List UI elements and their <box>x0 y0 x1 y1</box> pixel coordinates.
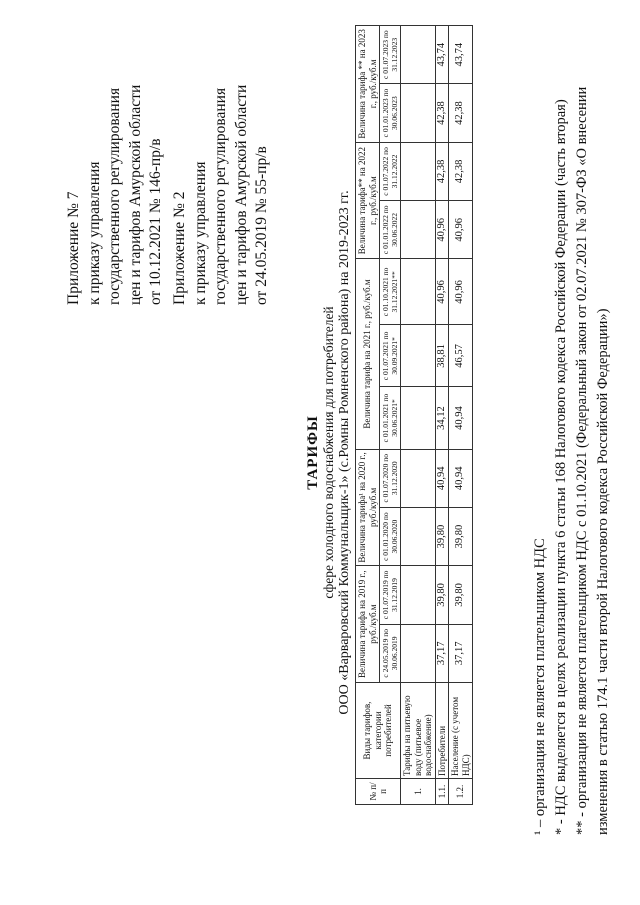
tariff-value-cell: 40,94 <box>449 449 473 507</box>
appendix-2-header <box>170 85 273 305</box>
appendix-7-line-3: государственного регулирования <box>106 87 123 305</box>
row-label: Потребители <box>435 683 449 779</box>
tariff-value-cell: 34,12 <box>435 387 449 449</box>
tariff-value-cell <box>401 507 436 565</box>
table-row <box>401 26 436 805</box>
period-header: с 01.07.2022 по 31.12.2022 <box>380 142 401 200</box>
tariff-value-cell <box>401 387 436 449</box>
tariff-value-cell: 40,96 <box>449 201 473 259</box>
col-group-2023: Величина тарифа ** на 2023 г., руб./куб.м <box>356 26 380 143</box>
period-header: с 01.10.2021 по 31.12.2021** <box>380 259 401 325</box>
tariff-value-cell: 39,80 <box>449 566 473 624</box>
appendix-2-line-3: государственного регулирования <box>212 87 229 305</box>
col-group-2020: Величина тарифа¹ на 2020 г., руб./куб.м <box>356 449 380 566</box>
period-header: с 01.07.2020 по 31.12.2020 <box>380 449 401 507</box>
col-group-2019: Величина тарифа на 2019 г., руб./куб.м <box>356 566 380 683</box>
tariff-value-cell: 40,96 <box>449 259 473 325</box>
tariffs-table <box>355 25 473 805</box>
tariff-value-cell <box>401 566 436 624</box>
col-group-2021: Величина тарифа на 2021 г., руб./куб.м <box>356 259 380 449</box>
tariff-value-cell: 43,74 <box>449 26 473 84</box>
tariff-value-cell: 39,80 <box>435 566 449 624</box>
tariff-value-cell: 39,80 <box>435 507 449 565</box>
appendix-7-header <box>64 85 167 305</box>
tariff-value-cell <box>401 325 436 387</box>
footnote-double-star: ** - организация не является плательщиком НДС с 01.10.2021 (Федеральный закон от 02.07.2021 № 307-ФЗ «О внесении <box>574 86 590 835</box>
tariff-value-cell: 40,96 <box>435 201 449 259</box>
row-label: Тарифы на питьевую воду (питьевое водоснабжение) <box>401 683 436 779</box>
col-group-2022: Величина тарифа** на 2022 г., руб./куб.м <box>356 142 380 259</box>
table-row <box>435 26 449 805</box>
footnote-double-star-cont: изменения в статью 174.1 части второй Налогового кодекса Российской Федерации») <box>595 308 611 835</box>
tariff-value-cell: 46,57 <box>449 325 473 387</box>
tariff-value-cell: 43,74 <box>435 26 449 84</box>
footnote-no-vat: ¹ – организация не является плательщиком НДС <box>532 538 548 835</box>
appendix-7-line-1: Приложение № 7 <box>65 191 82 305</box>
tariff-value-cell: 40,94 <box>449 387 473 449</box>
tariff-value-cell: 42,38 <box>449 142 473 200</box>
table-header-row <box>356 26 380 805</box>
period-header: с 01.01.2020 по 30.06.2020 <box>380 507 401 565</box>
appendix-7-line-4: цен и тарифов Амурской области <box>126 84 144 305</box>
period-header: с 24.05.2019 по 30.06.2019 <box>380 624 401 682</box>
tariff-value-cell: 40,96 <box>435 259 449 325</box>
appendix-2-line-1: Приложение № 2 <box>171 191 188 305</box>
document-subtitle-1: сфере холодного водоснабжения для потребителей <box>321 306 336 599</box>
row-num: 1. <box>401 779 436 805</box>
tariff-value-cell: 37,17 <box>435 624 449 682</box>
document-subtitle-2: ООО «Варваровский Коммунальщик-1» (с.Ромны Ромненского района) на 2019-2023 гг. <box>337 190 352 715</box>
tariff-value-cell: 38,81 <box>435 325 449 387</box>
col-header-kind: Виды тарифов, категории потребителей <box>356 683 401 779</box>
tariff-value-cell: 39,80 <box>449 507 473 565</box>
tariff-value-cell <box>401 201 436 259</box>
tariff-value-cell <box>401 259 436 325</box>
tariff-value-cell <box>401 449 436 507</box>
period-header: с 01.07.2019 по 31.12.2019 <box>380 566 401 624</box>
table-row <box>449 26 473 805</box>
tariff-value-cell: 42,38 <box>435 142 449 200</box>
period-header: с 01.01.2023 по 30.06.2023 <box>380 84 401 142</box>
appendix-7-line-5: от 10.12.2021 № 146-пр/в <box>147 138 164 305</box>
tariff-value-cell: 42,38 <box>449 84 473 142</box>
tariff-value-cell: 40,94 <box>435 449 449 507</box>
appendix-7-line-2: к приказу управления <box>85 161 103 305</box>
row-num: 1.1. <box>435 779 449 805</box>
row-num: 1.2. <box>449 779 473 805</box>
appendix-2-line-2: к приказу управления <box>191 161 209 305</box>
period-header: с 01.07.2023 по 31.12.2023 <box>380 26 401 84</box>
appendix-2-line-5: от 24.05.2019 № 55-пр/в <box>253 146 270 305</box>
tariff-value-cell <box>401 26 436 84</box>
tariff-value-cell <box>401 142 436 200</box>
period-header: с 01.07.2021 по 30.09.2021* <box>380 325 401 387</box>
period-header: с 01.01.2022 по 30.06.2022 <box>380 201 401 259</box>
document-title: ТАРИФЫ <box>305 415 321 490</box>
tariff-value-cell <box>401 84 436 142</box>
tariff-value-cell: 37,17 <box>449 624 473 682</box>
row-label: Население (с учетом НДС) <box>449 683 473 779</box>
tariff-value-cell <box>401 624 436 682</box>
appendix-2-line-4: цен и тарифов Амурской области <box>232 84 250 305</box>
period-header: с 01.01.2021 по 30.06.2021* <box>380 387 401 449</box>
footnote-star: * - НДС выделяется в целях реализации пункта 6 статьи 168 Налогового кодекса Российской Федерации (часть вторая) <box>553 99 569 835</box>
col-header-num: № п/п <box>356 779 401 805</box>
tariff-value-cell: 42,38 <box>435 84 449 142</box>
